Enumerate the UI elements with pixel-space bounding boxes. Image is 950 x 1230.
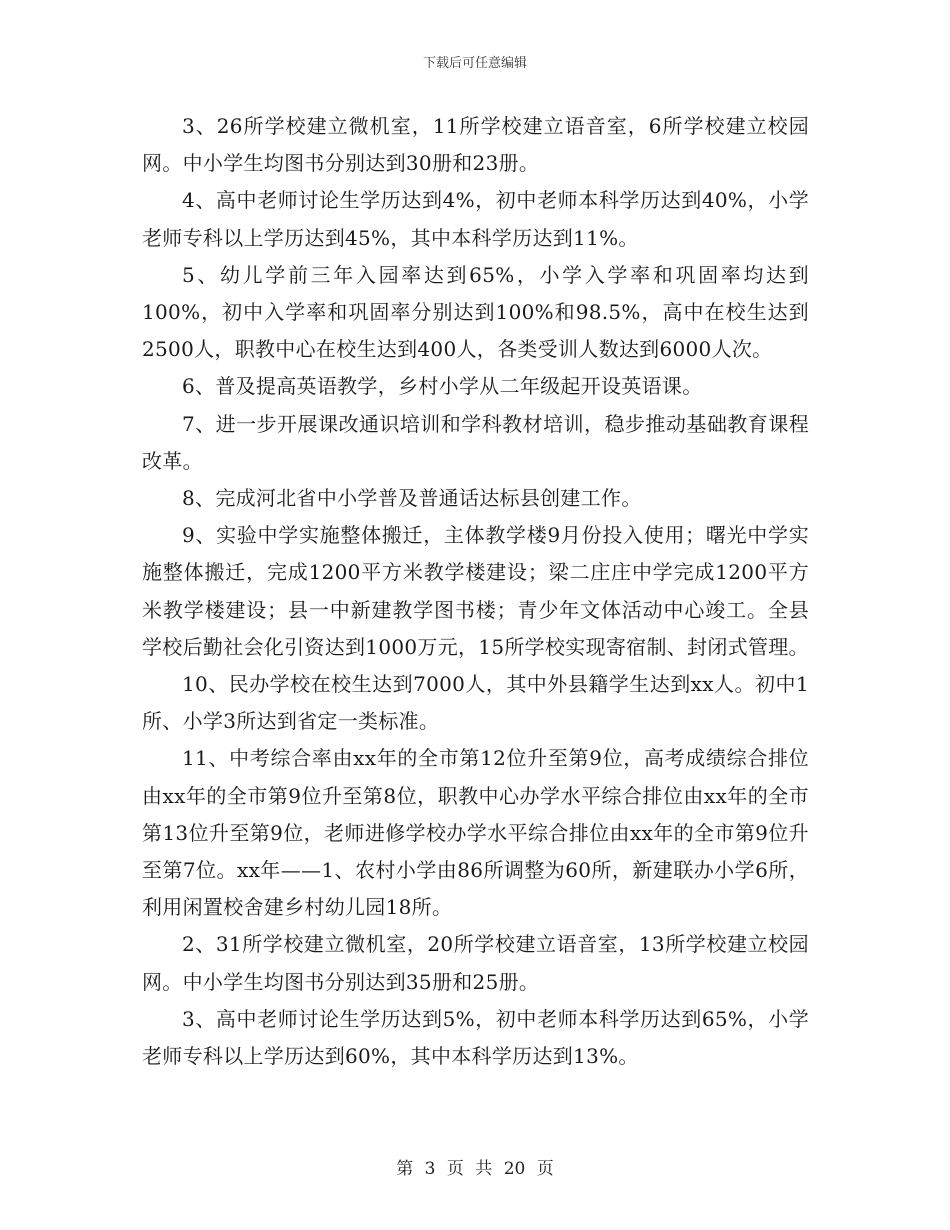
page-number-footer: 第 3 页 共 20 页 [396, 1159, 554, 1179]
paragraph: 4、高中老师讨论生学历达到4%，初中老师本科学历达到40%，小学老师专科以上学历达到45%，其中本科学历达到11%。 [142, 188, 809, 250]
document-body [142, 108, 809, 1075]
paragraph: 8、完成河北省中小学普及普通话达标县创建工作。 [182, 486, 642, 511]
paragraph: 6、普及提高英语教学，乡村小学从二年级起开设英语课。 [182, 374, 703, 399]
paragraph: 10、民办学校在校生达到7000人，其中外县籍学生达到xx人。初中1所、小学3所达到省定一类标准。 [142, 672, 809, 734]
paragraph: 3、26所学校建立微机室，11所学校建立语音室，6所学校建立校园网。中小学生均图书分别达到30册和23册。 [142, 114, 809, 176]
paragraph: 7、进一步开展课改通识培训和学科教材培训，稳步推动基础教育课程改革。 [142, 411, 809, 473]
paragraph: 2、31所学校建立微机室，20所学校建立语音室，13所学校建立校园网。中小学生均图书分别达到35册和25册。 [142, 932, 809, 994]
paragraph: 5、幼儿学前三年入园率达到65%，小学入学率和巩固率均达到100%，初中入学率和巩固率分别达到100%和98.5%，高中在校生达到2500人，职教中心在校生达到400人，各类受训人数达到6000人次。 [142, 262, 809, 362]
paragraph: 11、中考综合率由xx年的全市第12位升至第9位，高考成绩综合排位由xx年的全市第9位升至第8位，职教中心办学水平综合排位由xx年的全市第13位升至第9位，老师进修学校办学水平综合排位由xx年的全市第9位升至第7位。xx年——1、农村小学由86所调整为60所，新建联办小学6所，利用闲置校舍建乡村幼儿园18所。 [142, 746, 809, 920]
page-header: 下载后可任意编辑 [422, 56, 527, 71]
paragraph: 9、实验中学实施整体搬迁，主体教学楼9月份投入使用；曙光中学实施整体搬迁，完成1200平方米教学楼建设；梁二庄庄中学完成1200平方米教学楼建设；县一中新建教学图书楼；青少年文体活动中心竣工。全县学校后勤社会化引资达到1000万元，15所学校实现寄宿制、封闭式管理。 [142, 523, 809, 659]
paragraph: 3、高中老师讨论生学历达到5%，初中老师本科学历达到65%，小学老师专科以上学历达到60%，其中本科学历达到13%。 [142, 1006, 809, 1069]
